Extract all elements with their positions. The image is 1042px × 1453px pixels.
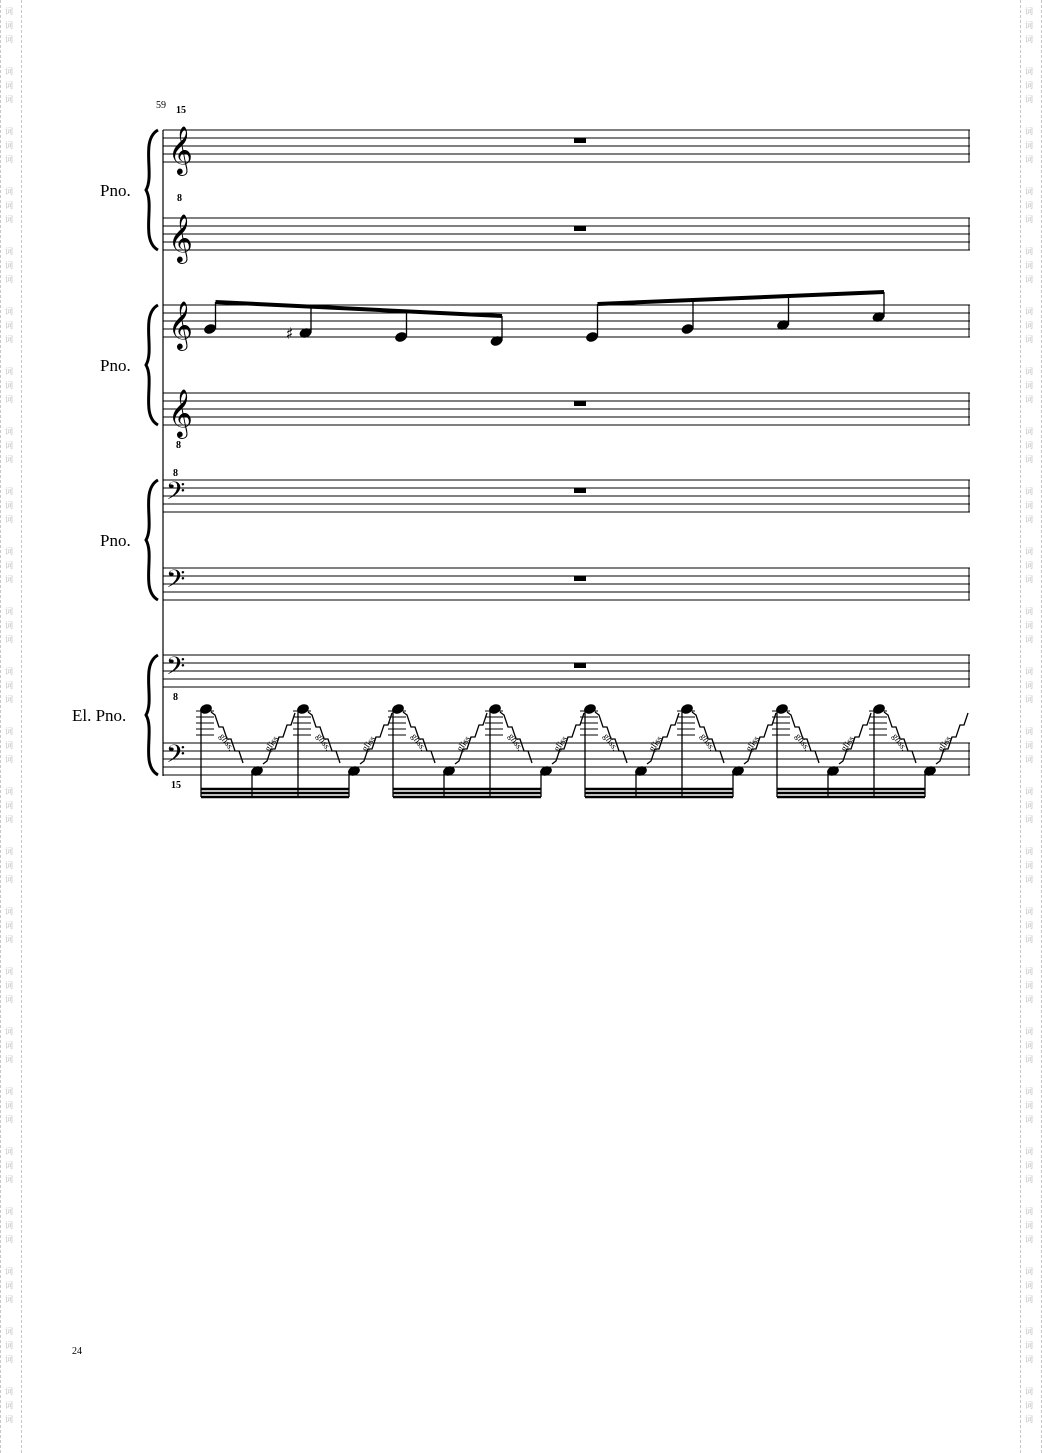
gliss-text: gliss. bbox=[601, 731, 621, 753]
watermark-glyph: 词 bbox=[1025, 515, 1033, 524]
watermark-glyph: 词 bbox=[1025, 667, 1033, 676]
watermark-glyph: 词 bbox=[5, 967, 13, 976]
watermark-glyph: 词 bbox=[5, 801, 13, 810]
staff-lower bbox=[163, 388, 970, 451]
instrument-label: Pno. bbox=[100, 356, 131, 375]
sharp-icon: ♯ bbox=[285, 324, 294, 343]
whole-rest-icon bbox=[574, 226, 586, 231]
instrument-label: Pno. bbox=[100, 531, 131, 550]
gliss-text: gliss. bbox=[890, 731, 910, 753]
watermark-glyph: 词 bbox=[5, 921, 13, 930]
watermark-glyph: 词 bbox=[5, 1027, 13, 1036]
watermark-glyph: 词 bbox=[5, 741, 13, 750]
watermark-glyph: 词 bbox=[5, 7, 13, 16]
watermark-glyph: 词 bbox=[5, 1207, 13, 1216]
watermark-glyph: 词 bbox=[5, 621, 13, 630]
gliss-text: gliss. bbox=[551, 732, 571, 754]
watermark-glyph: 词 bbox=[5, 275, 13, 284]
watermark-glyph: 词 bbox=[1025, 95, 1033, 104]
watermark-glyph: 词 bbox=[5, 201, 13, 210]
watermark-glyph: 词 bbox=[1025, 921, 1033, 930]
watermark-glyph: 词 bbox=[1025, 907, 1033, 916]
watermark-glyph: 词 bbox=[1025, 307, 1033, 316]
watermark-glyph: 词 bbox=[5, 1355, 13, 1364]
watermark-glyph: 词 bbox=[1025, 1327, 1033, 1336]
watermark-glyph: 词 bbox=[5, 1055, 13, 1064]
watermark-glyph: 词 bbox=[1025, 261, 1033, 270]
octave-mark: 8 bbox=[173, 468, 178, 479]
watermark-glyph: 词 bbox=[5, 667, 13, 676]
beam bbox=[598, 292, 885, 304]
brace-icon bbox=[146, 655, 158, 775]
watermark-glyph: 词 bbox=[1025, 1387, 1033, 1396]
gliss-text: gliss. bbox=[506, 731, 526, 753]
watermark-glyph: 词 bbox=[1025, 1355, 1033, 1364]
watermark-glyph: 词 bbox=[5, 995, 13, 1004]
watermark-glyph: 词 bbox=[1025, 1087, 1033, 1096]
watermark-glyph: 词 bbox=[5, 127, 13, 136]
staff-upper bbox=[163, 468, 970, 512]
watermark-glyph: 词 bbox=[1025, 681, 1033, 690]
brace-icon bbox=[146, 130, 158, 250]
watermark-glyph: 词 bbox=[1025, 787, 1033, 796]
watermark-glyph: 词 bbox=[1025, 215, 1033, 224]
watermark-glyph: 词 bbox=[5, 1401, 13, 1410]
watermark-glyph: 词 bbox=[5, 215, 13, 224]
treble-clef-icon: 𝄞 bbox=[168, 125, 193, 174]
watermark-glyph: 词 bbox=[1025, 547, 1033, 556]
watermark-glyph: 词 bbox=[5, 367, 13, 376]
gliss-text: gliss. bbox=[409, 731, 429, 753]
watermark-glyph: 词 bbox=[1025, 367, 1033, 376]
page-number: 24 bbox=[72, 1346, 82, 1357]
glissando-pattern bbox=[196, 703, 968, 797]
watermark-glyph: 词 bbox=[1025, 695, 1033, 704]
staff-lower bbox=[163, 565, 970, 600]
watermark-glyph: 词 bbox=[5, 815, 13, 824]
watermark-glyph: 词 bbox=[1025, 621, 1033, 630]
system-piano-1 bbox=[100, 105, 970, 264]
watermark-glyph: 词 bbox=[5, 607, 13, 616]
watermark-glyph: 词 bbox=[1025, 501, 1033, 510]
watermark-glyph: 词 bbox=[5, 847, 13, 856]
watermark-glyph: 词 bbox=[5, 21, 13, 30]
gliss-text: gliss. bbox=[646, 732, 666, 754]
instrument-label: Pno. bbox=[100, 181, 131, 200]
bass-clef-icon: 𝄢 bbox=[166, 740, 186, 775]
watermark-glyph: 词 bbox=[1025, 187, 1033, 196]
brace-icon bbox=[146, 480, 158, 600]
watermark-glyph: 词 bbox=[5, 1341, 13, 1350]
watermark-glyph: 词 bbox=[1025, 1267, 1033, 1276]
instrument-label: El. Pno. bbox=[72, 706, 127, 725]
watermark-glyph: 词 bbox=[1025, 875, 1033, 884]
watermark-glyph: 词 bbox=[1025, 1175, 1033, 1184]
brace-icon bbox=[146, 305, 158, 425]
staff-upper bbox=[163, 652, 970, 687]
watermark-glyph: 词 bbox=[5, 247, 13, 256]
watermark-glyph: 词 bbox=[1025, 815, 1033, 824]
whole-rest-icon bbox=[574, 138, 586, 143]
watermark-glyph: 词 bbox=[5, 501, 13, 510]
watermark-glyph: 词 bbox=[1025, 1055, 1033, 1064]
watermark-glyph: 词 bbox=[5, 1295, 13, 1304]
watermark-glyph: 词 bbox=[1025, 1101, 1033, 1110]
watermark-glyph: 词 bbox=[1025, 861, 1033, 870]
octave-mark-below: 15 bbox=[171, 780, 181, 791]
octave-mark: 8 bbox=[173, 692, 178, 703]
watermark-glyph: 词 bbox=[5, 861, 13, 870]
watermark-glyph: 词 bbox=[5, 1087, 13, 1096]
watermark-glyph: 词 bbox=[5, 681, 13, 690]
watermark-glyph: 词 bbox=[5, 307, 13, 316]
watermark-glyph: 词 bbox=[1025, 561, 1033, 570]
watermark-glyph: 词 bbox=[5, 187, 13, 196]
watermark-glyph: 词 bbox=[1025, 967, 1033, 976]
system-piano-3 bbox=[100, 468, 970, 600]
gliss-text: gliss. bbox=[698, 731, 718, 753]
watermark-glyph: 词 bbox=[1025, 395, 1033, 404]
note-group bbox=[203, 292, 886, 347]
watermark-glyph: 词 bbox=[1025, 741, 1033, 750]
watermark-glyph: 词 bbox=[1025, 935, 1033, 944]
watermark-glyph: 词 bbox=[1025, 1161, 1033, 1170]
watermark-glyph: 词 bbox=[5, 95, 13, 104]
watermark-glyph: 词 bbox=[1025, 1341, 1033, 1350]
whole-rest-icon bbox=[574, 576, 586, 581]
watermark-glyph: 词 bbox=[5, 455, 13, 464]
octave-mark: 8 bbox=[177, 193, 182, 204]
watermark-glyph: 词 bbox=[5, 755, 13, 764]
watermark-glyph: 词 bbox=[5, 1221, 13, 1230]
watermark-glyph: 词 bbox=[5, 575, 13, 584]
watermark-glyph: 词 bbox=[5, 787, 13, 796]
staff-lower bbox=[163, 193, 970, 264]
treble-clef-icon: 𝄞 bbox=[168, 300, 193, 349]
bass-clef-icon: 𝄢 bbox=[166, 565, 186, 600]
bass-clef-icon: 𝄢 bbox=[166, 652, 186, 687]
watermark-glyph: 词 bbox=[5, 981, 13, 990]
watermark-glyph: 词 bbox=[1025, 727, 1033, 736]
octave-mark: 15 bbox=[176, 105, 186, 116]
watermark-glyph: 词 bbox=[1025, 575, 1033, 584]
staff-upper bbox=[163, 105, 970, 176]
watermark-glyph: 词 bbox=[5, 141, 13, 150]
measure-number: 59 bbox=[156, 100, 166, 111]
gliss-text: gliss. bbox=[262, 732, 282, 754]
watermark-glyph: 词 bbox=[1025, 141, 1033, 150]
watermark-glyph: 词 bbox=[1025, 1027, 1033, 1036]
gliss-text: gliss. bbox=[217, 731, 237, 753]
watermark-glyph: 词 bbox=[1025, 427, 1033, 436]
whole-rest-icon bbox=[574, 488, 586, 493]
watermark-glyph: 词 bbox=[1025, 981, 1033, 990]
watermark-glyph: 词 bbox=[5, 427, 13, 436]
watermark-glyph: 词 bbox=[5, 395, 13, 404]
watermark-glyph: 词 bbox=[1025, 1147, 1033, 1156]
watermark-glyph: 词 bbox=[5, 1175, 13, 1184]
watermark-glyph: 词 bbox=[5, 35, 13, 44]
watermark-glyph: 词 bbox=[1025, 127, 1033, 136]
staff-lower bbox=[163, 692, 970, 797]
system-el-piano bbox=[72, 652, 970, 797]
watermark-glyph: 词 bbox=[5, 727, 13, 736]
watermark-glyph: 词 bbox=[1025, 441, 1033, 450]
watermark-glyph: 词 bbox=[1025, 1221, 1033, 1230]
watermark-glyph: 词 bbox=[1025, 275, 1033, 284]
gliss-text: gliss. bbox=[743, 732, 763, 754]
watermark-glyph: 词 bbox=[1025, 487, 1033, 496]
watermark-glyph: 词 bbox=[1025, 607, 1033, 616]
watermark-glyph: 词 bbox=[1025, 247, 1033, 256]
watermark-glyph: 词 bbox=[5, 381, 13, 390]
watermark-glyph: 词 bbox=[5, 81, 13, 90]
watermark-glyph: 词 bbox=[5, 1041, 13, 1050]
bass-clef-icon: 𝄢 bbox=[166, 477, 186, 512]
gliss-text: gliss. bbox=[454, 732, 474, 754]
watermark-glyph: 词 bbox=[1025, 1235, 1033, 1244]
treble-clef-icon: 𝄞 bbox=[168, 388, 193, 437]
octave-mark-below: 8 bbox=[176, 440, 181, 451]
watermark-glyph: 词 bbox=[1025, 35, 1033, 44]
watermark-glyph: 词 bbox=[5, 321, 13, 330]
watermark-glyph: 词 bbox=[1025, 1401, 1033, 1410]
watermark-glyph: 词 bbox=[5, 1147, 13, 1156]
watermark-glyph: 词 bbox=[5, 1267, 13, 1276]
watermark-glyph: 词 bbox=[1025, 381, 1033, 390]
watermark-glyph: 词 bbox=[5, 547, 13, 556]
whole-rest-icon bbox=[574, 663, 586, 668]
watermark-glyph: 词 bbox=[5, 1327, 13, 1336]
system-piano-2 bbox=[100, 292, 970, 451]
watermark-glyph: 词 bbox=[5, 875, 13, 884]
watermark-glyph: 词 bbox=[1025, 1115, 1033, 1124]
watermark-glyph: 词 bbox=[1025, 21, 1033, 30]
watermark-glyph: 词 bbox=[5, 1235, 13, 1244]
watermark-glyph: 词 bbox=[1025, 67, 1033, 76]
watermark-glyph: 词 bbox=[1025, 635, 1033, 644]
watermark-glyph: 词 bbox=[5, 261, 13, 270]
watermark-glyph: 词 bbox=[5, 515, 13, 524]
watermark-glyph: 词 bbox=[5, 487, 13, 496]
watermark-glyph: 词 bbox=[5, 635, 13, 644]
watermark-glyph: 词 bbox=[1025, 7, 1033, 16]
watermark-glyph: 词 bbox=[1025, 335, 1033, 344]
watermark-glyph: 词 bbox=[1025, 1207, 1033, 1216]
watermark-glyph: 词 bbox=[1025, 847, 1033, 856]
beam bbox=[216, 302, 503, 316]
watermark-glyph: 词 bbox=[1025, 1041, 1033, 1050]
watermark-glyph: 词 bbox=[5, 935, 13, 944]
watermark-glyph: 词 bbox=[5, 1281, 13, 1290]
watermark-glyph: 词 bbox=[1025, 81, 1033, 90]
watermark-glyph: 词 bbox=[5, 695, 13, 704]
watermark-glyph: 词 bbox=[5, 335, 13, 344]
watermark-glyph: 词 bbox=[5, 1387, 13, 1396]
watermark-glyph: 词 bbox=[1025, 1295, 1033, 1304]
watermark-glyph: 词 bbox=[5, 441, 13, 450]
gliss-text: gliss. bbox=[935, 732, 955, 754]
watermark-glyph: 词 bbox=[1025, 455, 1033, 464]
watermark-glyph: 词 bbox=[5, 155, 13, 164]
watermark-glyph: 词 bbox=[1025, 801, 1033, 810]
watermark-glyph: 词 bbox=[5, 1415, 13, 1424]
watermark-glyph: 词 bbox=[1025, 201, 1033, 210]
gliss-text: gliss. bbox=[793, 731, 813, 753]
watermark-glyph: 词 bbox=[5, 1161, 13, 1170]
watermark-glyph: 词 bbox=[5, 67, 13, 76]
treble-clef-icon: 𝄞 bbox=[168, 213, 193, 262]
watermark-glyph: 词 bbox=[1025, 155, 1033, 164]
whole-rest-icon bbox=[574, 401, 586, 406]
watermark-glyph: 词 bbox=[1025, 995, 1033, 1004]
watermark-glyph: 词 bbox=[1025, 755, 1033, 764]
watermark-glyph: 词 bbox=[5, 1115, 13, 1124]
watermark-glyph: 词 bbox=[5, 907, 13, 916]
gliss-text: gliss. bbox=[359, 732, 379, 754]
staff-upper bbox=[163, 292, 970, 351]
watermark-glyph: 词 bbox=[5, 1101, 13, 1110]
watermark-glyph: 词 bbox=[1025, 321, 1033, 330]
gliss-text: gliss. bbox=[838, 732, 858, 754]
watermark-glyph: 词 bbox=[5, 561, 13, 570]
watermark-glyph: 词 bbox=[1025, 1415, 1033, 1424]
gliss-text: gliss. bbox=[314, 731, 334, 753]
watermark-glyph: 词 bbox=[1025, 1281, 1033, 1290]
